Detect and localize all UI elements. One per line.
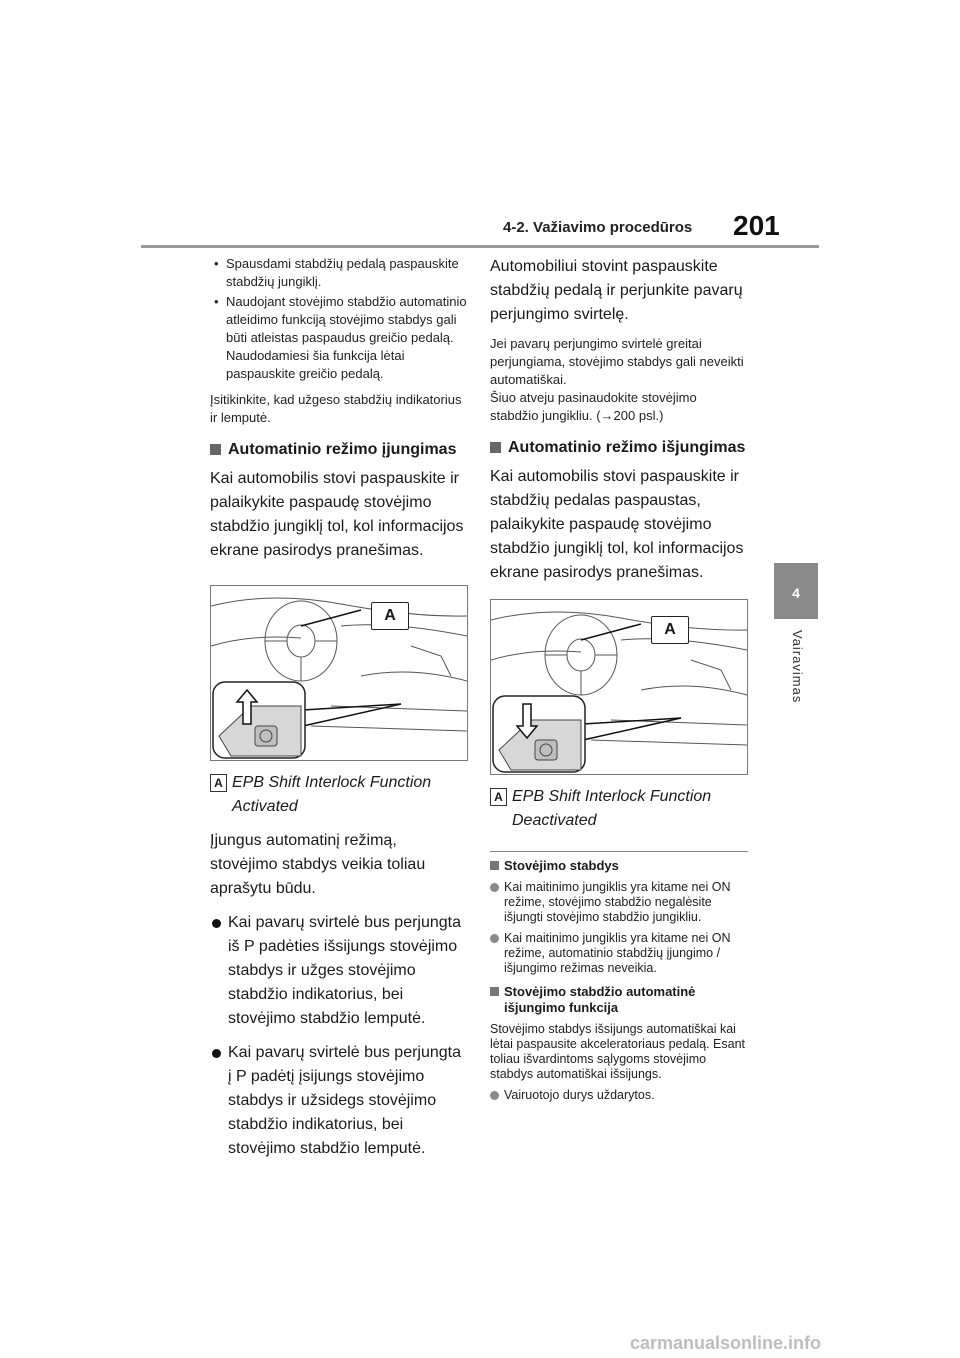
figure-caption xyxy=(490,785,748,833)
note-item-text: Kai maitinimo jungiklis yra kitame nei ON režime, stovėjimo stabdžio negalėsite išjungti stovėjimo stabdžio jungikliu. xyxy=(504,880,731,924)
paragraph: Įjungus automatinį režimą, stovėjimo stabdys veikia toliau aprašytu būdu. xyxy=(210,832,426,897)
bullet-dot-icon xyxy=(490,1091,499,1100)
note-heading-text: Stovėjimo stabdžio automatinė išjungimo funkcija xyxy=(504,984,696,1015)
square-bullet-icon xyxy=(490,861,499,870)
note-item-text: Vairuotojo durys uždarytos. xyxy=(504,1088,655,1102)
caption-label: A xyxy=(210,774,227,792)
note-item-text: Kai maitinimo jungiklis yra kitame nei ON režime, automatinio stabdžių įjungimo / išjungimo režimas neveikia. xyxy=(504,931,731,975)
dashboard-illustration xyxy=(491,600,747,774)
callout-a: A xyxy=(651,616,689,644)
bullet-dot-icon xyxy=(490,883,499,892)
bullet-item: • Spausdami stabdžių pedalą paspauskite stabdžių jungiklį. xyxy=(210,255,468,291)
note-paragraph: Stovėjimo stabdys išsijungs automatiškai kai lėtai paspausite akceleratoriaus pedalą. Esant toliau išvardintoms sąlygoms stovėjimo stabdys automatiškai išsijungs. xyxy=(490,1022,746,1081)
note-item xyxy=(490,931,748,976)
note-text: Šiuo atveju pasinaudokite stovėjimo stabdžio jungikliu. (→200 psl.) xyxy=(490,390,697,423)
figure-epb-deactivated xyxy=(490,599,748,775)
heading-auto-on xyxy=(210,439,468,461)
figure-caption xyxy=(210,771,468,819)
callout-a: A xyxy=(371,602,409,630)
watermark: carmanualsonline.info xyxy=(630,1333,822,1353)
caption-text: EPB Shift Interlock Function Deactivated xyxy=(512,788,712,829)
paragraph: Kai automobilis stovi paspauskite ir palaikykite paspaudę stovėjimo stabdžio jungiklį tol, kol informacijos ekrane pasirodys pranešimas. xyxy=(210,470,464,559)
list-item-text: Kai pavarų svirtelė bus perjungta iš P padėties išsijungs stovėjimo stabdys ir užges stovėjimo stabdžio indikatorius, bei stovėjimo stabdžio lemputė. xyxy=(228,914,462,1027)
notes-divider xyxy=(490,851,748,852)
chapter-number: 4 xyxy=(792,585,800,601)
check-text: Įsitikinkite, kad užgeso stabdžių indikatorius ir lemputė. xyxy=(210,392,462,425)
bullet-dot-icon xyxy=(490,934,499,943)
figure-epb-activated xyxy=(210,585,468,761)
note-heading xyxy=(490,858,748,874)
page-number: 201 xyxy=(733,210,780,241)
note-heading xyxy=(490,984,748,1016)
header-rule xyxy=(141,245,819,248)
heading-auto-off xyxy=(490,437,748,459)
caption-text: EPB Shift Interlock Function Activated xyxy=(232,774,432,815)
section-title: 4-2. Važiavimo procedūros xyxy=(503,219,693,236)
right-column xyxy=(490,255,748,1103)
list-item xyxy=(210,1041,468,1161)
heading-text: Automatinio režimo įjungimas xyxy=(228,441,457,458)
square-bullet-icon xyxy=(210,444,221,455)
bullet-dot-icon xyxy=(212,1049,221,1058)
dashboard-illustration xyxy=(211,586,467,760)
square-bullet-icon xyxy=(490,987,499,996)
note-item xyxy=(490,1088,748,1103)
note-item xyxy=(490,880,748,925)
note-heading-text: Stovėjimo stabdys xyxy=(504,858,619,873)
bullet-item: • Naudojant stovėjimo stabdžio automatinio atleidimo funkciją stovėjimo stabdys gali būti atleistas paspaudus greičio pedalą. Naudodamiesi šia funkcija lėtai paspauskite greičio pedalą. xyxy=(210,293,468,383)
left-column xyxy=(210,255,468,1161)
list-item-text: Kai pavarų svirtelė bus perjungta į P padėtį įsijungs stovėjimo stabdys ir užsidegs stovėjimo stabdžio indikatorius, bei stovėjimo stabdžio lemputė. xyxy=(228,1044,462,1157)
chapter-label: Vairavimas xyxy=(790,630,805,704)
paragraph: Automobiliui stovint paspauskite stabdžių pedalą ir perjunkite pavarų perjungimo svirtelę. xyxy=(490,258,743,323)
bullet-dot-icon xyxy=(212,919,221,928)
heading-text: Automatinio režimo išjungimas xyxy=(508,439,746,456)
paragraph: Kai automobilis stovi paspauskite ir stabdžių pedalas paspaustas, palaikykite paspaudę stovėjimo stabdžio jungiklį tol, kol informacijos ekrane pasirodys pranešimas. xyxy=(490,468,744,581)
caption-label: A xyxy=(490,788,507,806)
note-text: Jei pavarų perjungimo svirtelė greitai perjungiama, stovėjimo stabdys gali neveikti automatiškai. xyxy=(490,336,744,387)
square-bullet-icon xyxy=(490,442,501,453)
list-item xyxy=(210,911,468,1031)
chapter-tab xyxy=(774,563,818,619)
